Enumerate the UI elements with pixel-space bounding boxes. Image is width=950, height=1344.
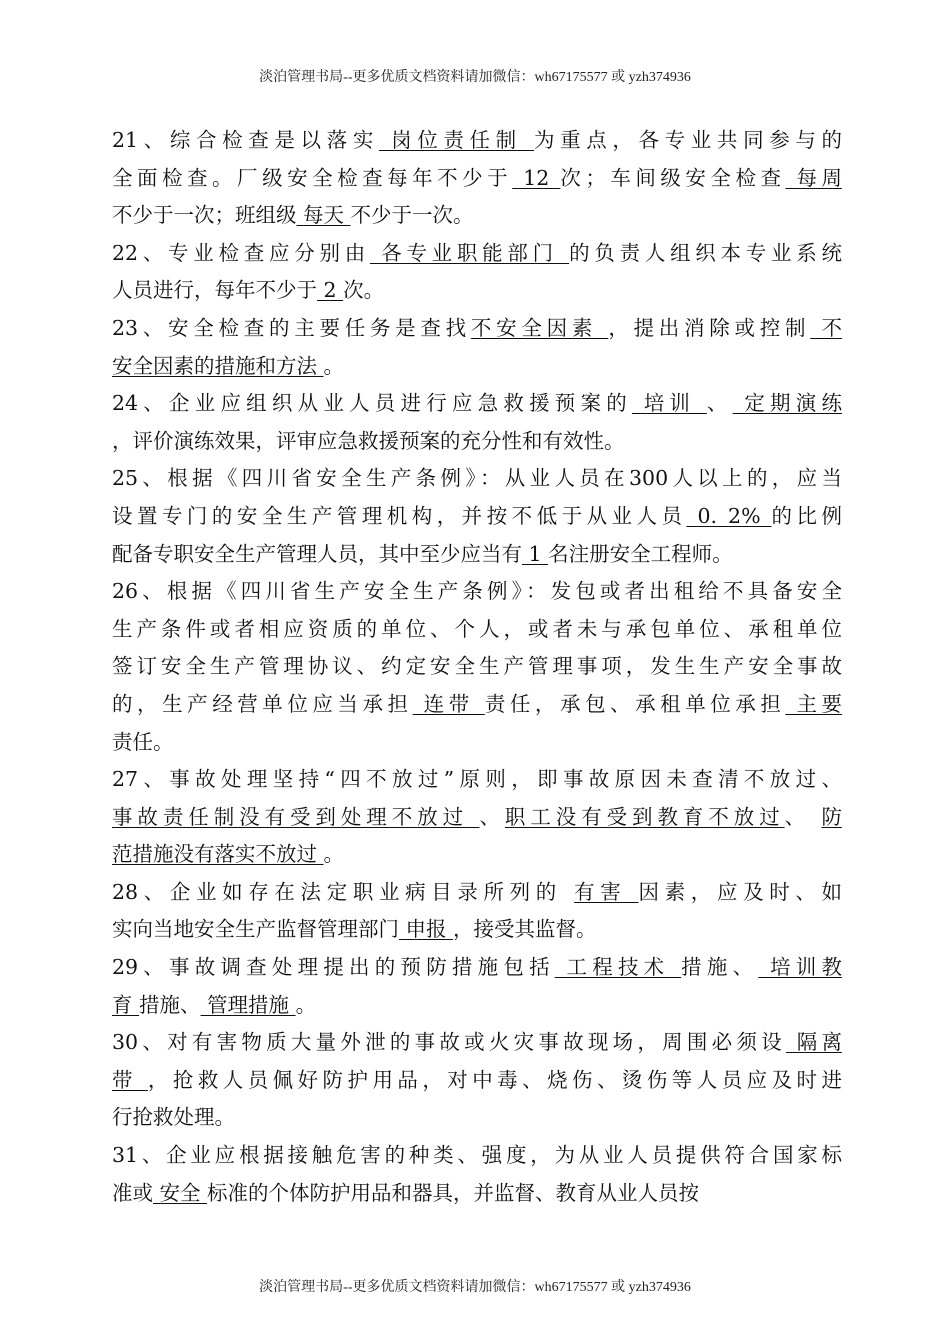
fill-in-answer: 育 — [112, 992, 140, 1017]
text-line — [112, 1062, 842, 1100]
text-segment: 21、综合检查是以落实 — [112, 128, 379, 152]
fill-in-answer: 管理措施 — [200, 992, 296, 1017]
fill-in-answer: 职工没有受到教育不放过 — [504, 804, 785, 829]
text-line — [112, 536, 842, 574]
text-segment: 责任。 — [112, 729, 174, 754]
fill-in-answer: 安全 — [153, 1180, 208, 1205]
text-segment: 。 — [323, 353, 345, 378]
text-segment: 。 — [295, 992, 317, 1017]
text-line — [112, 460, 842, 498]
text-segment: 全面检查。厂级安全检查每年不少于 — [112, 165, 513, 190]
text-segment: 次；车间级安全检查 — [560, 165, 786, 190]
text-line — [112, 310, 842, 348]
text-segment: 因素，应及时、如 — [638, 879, 842, 904]
text-line — [112, 836, 842, 874]
text-segment: ，接受其监督。 — [453, 917, 597, 942]
text-line — [112, 1024, 842, 1062]
fill-in-answer: 有害 — [574, 879, 639, 904]
fill-in-answer: 岗位责任制 — [378, 128, 534, 152]
page-footer: 淡泊管理书局--更多优质文档资料请加微信：wh67175577 或 yzh374936 — [259, 1280, 691, 1295]
fill-in-answer: 带 — [112, 1067, 148, 1092]
text-line — [112, 1175, 842, 1213]
text-segment: 签订安全生产管理协议、约定安全生产管理事项，发生生产安全事故 — [112, 654, 842, 679]
fill-in-answer: 12 — [512, 165, 561, 190]
text-segment: 实向当地安全生产监督管理部门 — [112, 917, 399, 942]
text-line — [112, 385, 842, 423]
text-segment: 、 — [784, 804, 822, 829]
fill-in-answer: 申报 — [399, 917, 454, 942]
text-line — [112, 911, 842, 949]
text-segment: 准或 — [112, 1180, 153, 1205]
text-segment: 25、根据《四川省安全生产条例》：从业人员在300人以上的，应当 — [112, 466, 842, 491]
text-line — [112, 987, 842, 1025]
text-line — [112, 949, 842, 987]
text-segment: 的比例 — [771, 503, 843, 528]
text-segment: 的负责人组织本专业系统 — [569, 240, 842, 265]
text-segment: 责任，承包、承租单位承担 — [484, 691, 786, 716]
text-line — [112, 423, 842, 461]
text-segment: 。 — [323, 842, 345, 867]
fill-in-answer: 定期演练 — [732, 391, 842, 416]
text-segment: 22、专业检查应分别由 — [112, 240, 370, 265]
fill-in-answer: 各专业职能部门 — [369, 240, 570, 265]
text-segment: 措施、 — [139, 992, 201, 1017]
text-segment: 措施、 — [681, 955, 759, 980]
text-segment: 不少于一次；班组级 — [112, 203, 297, 228]
page-header: 淡泊管理书局--更多优质文档资料请加微信：wh67175577 或 yzh374936 — [259, 70, 691, 85]
text-segment: ，评价演练效果，评审应急救援预案的充分性和有效性。 — [112, 428, 625, 453]
fill-in-answer: 每周 — [785, 165, 843, 190]
text-segment: 设置专门的安全生产管理机构，并按不低于从业人员 — [112, 503, 687, 528]
text-line — [112, 197, 842, 235]
text-segment: 26、根据《四川省生产安全生产条例》：发包或者出租给不具备安全 — [112, 579, 842, 604]
text-line — [112, 498, 842, 536]
text-segment: 30、对有害物质大量外泄的事故或火灾事故现场，周围必须设 — [112, 1030, 786, 1055]
text-segment: 、 — [479, 804, 505, 829]
text-line — [112, 874, 842, 912]
text-segment: ，提出消除或控制 — [608, 315, 811, 340]
text-line — [112, 724, 842, 762]
fill-in-answer: 范措施没有落实不放过 — [112, 842, 324, 867]
text-segment: 的，生产经营单位应当承担 — [112, 691, 413, 716]
text-segment: 29、事故调查处理提出的预防措施包括 — [112, 955, 555, 980]
text-segment: 24、企业应组织从业人员进行应急救援预案的 — [112, 391, 632, 416]
fill-in-answer: 主要 — [785, 691, 843, 716]
text-segment: ，抢救人员佩好防护用品，对中毒、烧伤、烫伤等人员应及时进 — [147, 1067, 842, 1092]
text-segment: 不少于一次。 — [350, 203, 474, 228]
text-line — [112, 611, 842, 649]
document-body — [112, 122, 842, 1212]
text-segment: 行抢救处理。 — [112, 1105, 235, 1130]
text-line — [112, 348, 842, 386]
fill-in-answer: 防 — [821, 804, 843, 829]
text-segment: 31、企业应根据接触危害的种类、强度，为从业人员提供符合国家标 — [112, 1143, 842, 1168]
fill-in-answer: 事故责任制没有受到处理不放过 — [112, 804, 480, 829]
fill-in-answer: 不 — [810, 315, 842, 340]
text-segment: 生产条件或者相应资质的单位、个人，或者未与承包单位、承租单位 — [112, 616, 842, 641]
text-line — [112, 235, 842, 273]
text-line — [112, 573, 842, 611]
text-segment: 名注册安全工程师。 — [548, 541, 733, 566]
fill-in-answer: 1 — [522, 541, 549, 566]
text-segment: 27、事故处理坚持“四不放过”原则，即事故原因未查清不放过、 — [112, 767, 842, 792]
fill-in-answer: 每天 — [296, 203, 351, 228]
text-segment: 为重点，各专业共同参与的 — [533, 128, 842, 152]
fill-in-answer: 不安全因素 — [470, 315, 609, 340]
fill-in-answer: 安全因素的措施和方法 — [112, 353, 324, 378]
text-segment: 、 — [706, 391, 733, 416]
text-line — [112, 1099, 842, 1137]
text-segment: 23、安全检查的主要任务是查找 — [112, 315, 471, 340]
fill-in-answer: 培训教 — [758, 955, 842, 980]
text-line — [112, 799, 842, 837]
fill-in-answer: 隔离 — [785, 1030, 842, 1055]
fill-in-answer: 培训 — [631, 391, 707, 416]
fill-in-answer: 0. 2% — [686, 503, 772, 528]
text-line — [112, 648, 842, 686]
text-line — [112, 272, 842, 310]
fill-in-answer: 2 — [317, 278, 344, 303]
text-segment: 次。 — [343, 278, 385, 303]
text-segment: 28、企业如存在法定职业病目录所列的 — [112, 879, 575, 904]
text-line — [112, 761, 842, 799]
text-segment: 人员进行，每年不少于 — [112, 278, 317, 303]
text-line — [112, 1137, 842, 1175]
text-segment: 标准的个体防护用品和器具，并监督、教育从业人员按 — [207, 1180, 700, 1205]
text-line — [112, 686, 842, 724]
text-segment: 配备专职安全生产管理人员，其中至少应当有 — [112, 541, 522, 566]
fill-in-answer: 工程技术 — [554, 955, 682, 980]
text-line — [112, 122, 842, 160]
fill-in-answer: 连带 — [412, 691, 485, 716]
text-line — [112, 160, 842, 198]
